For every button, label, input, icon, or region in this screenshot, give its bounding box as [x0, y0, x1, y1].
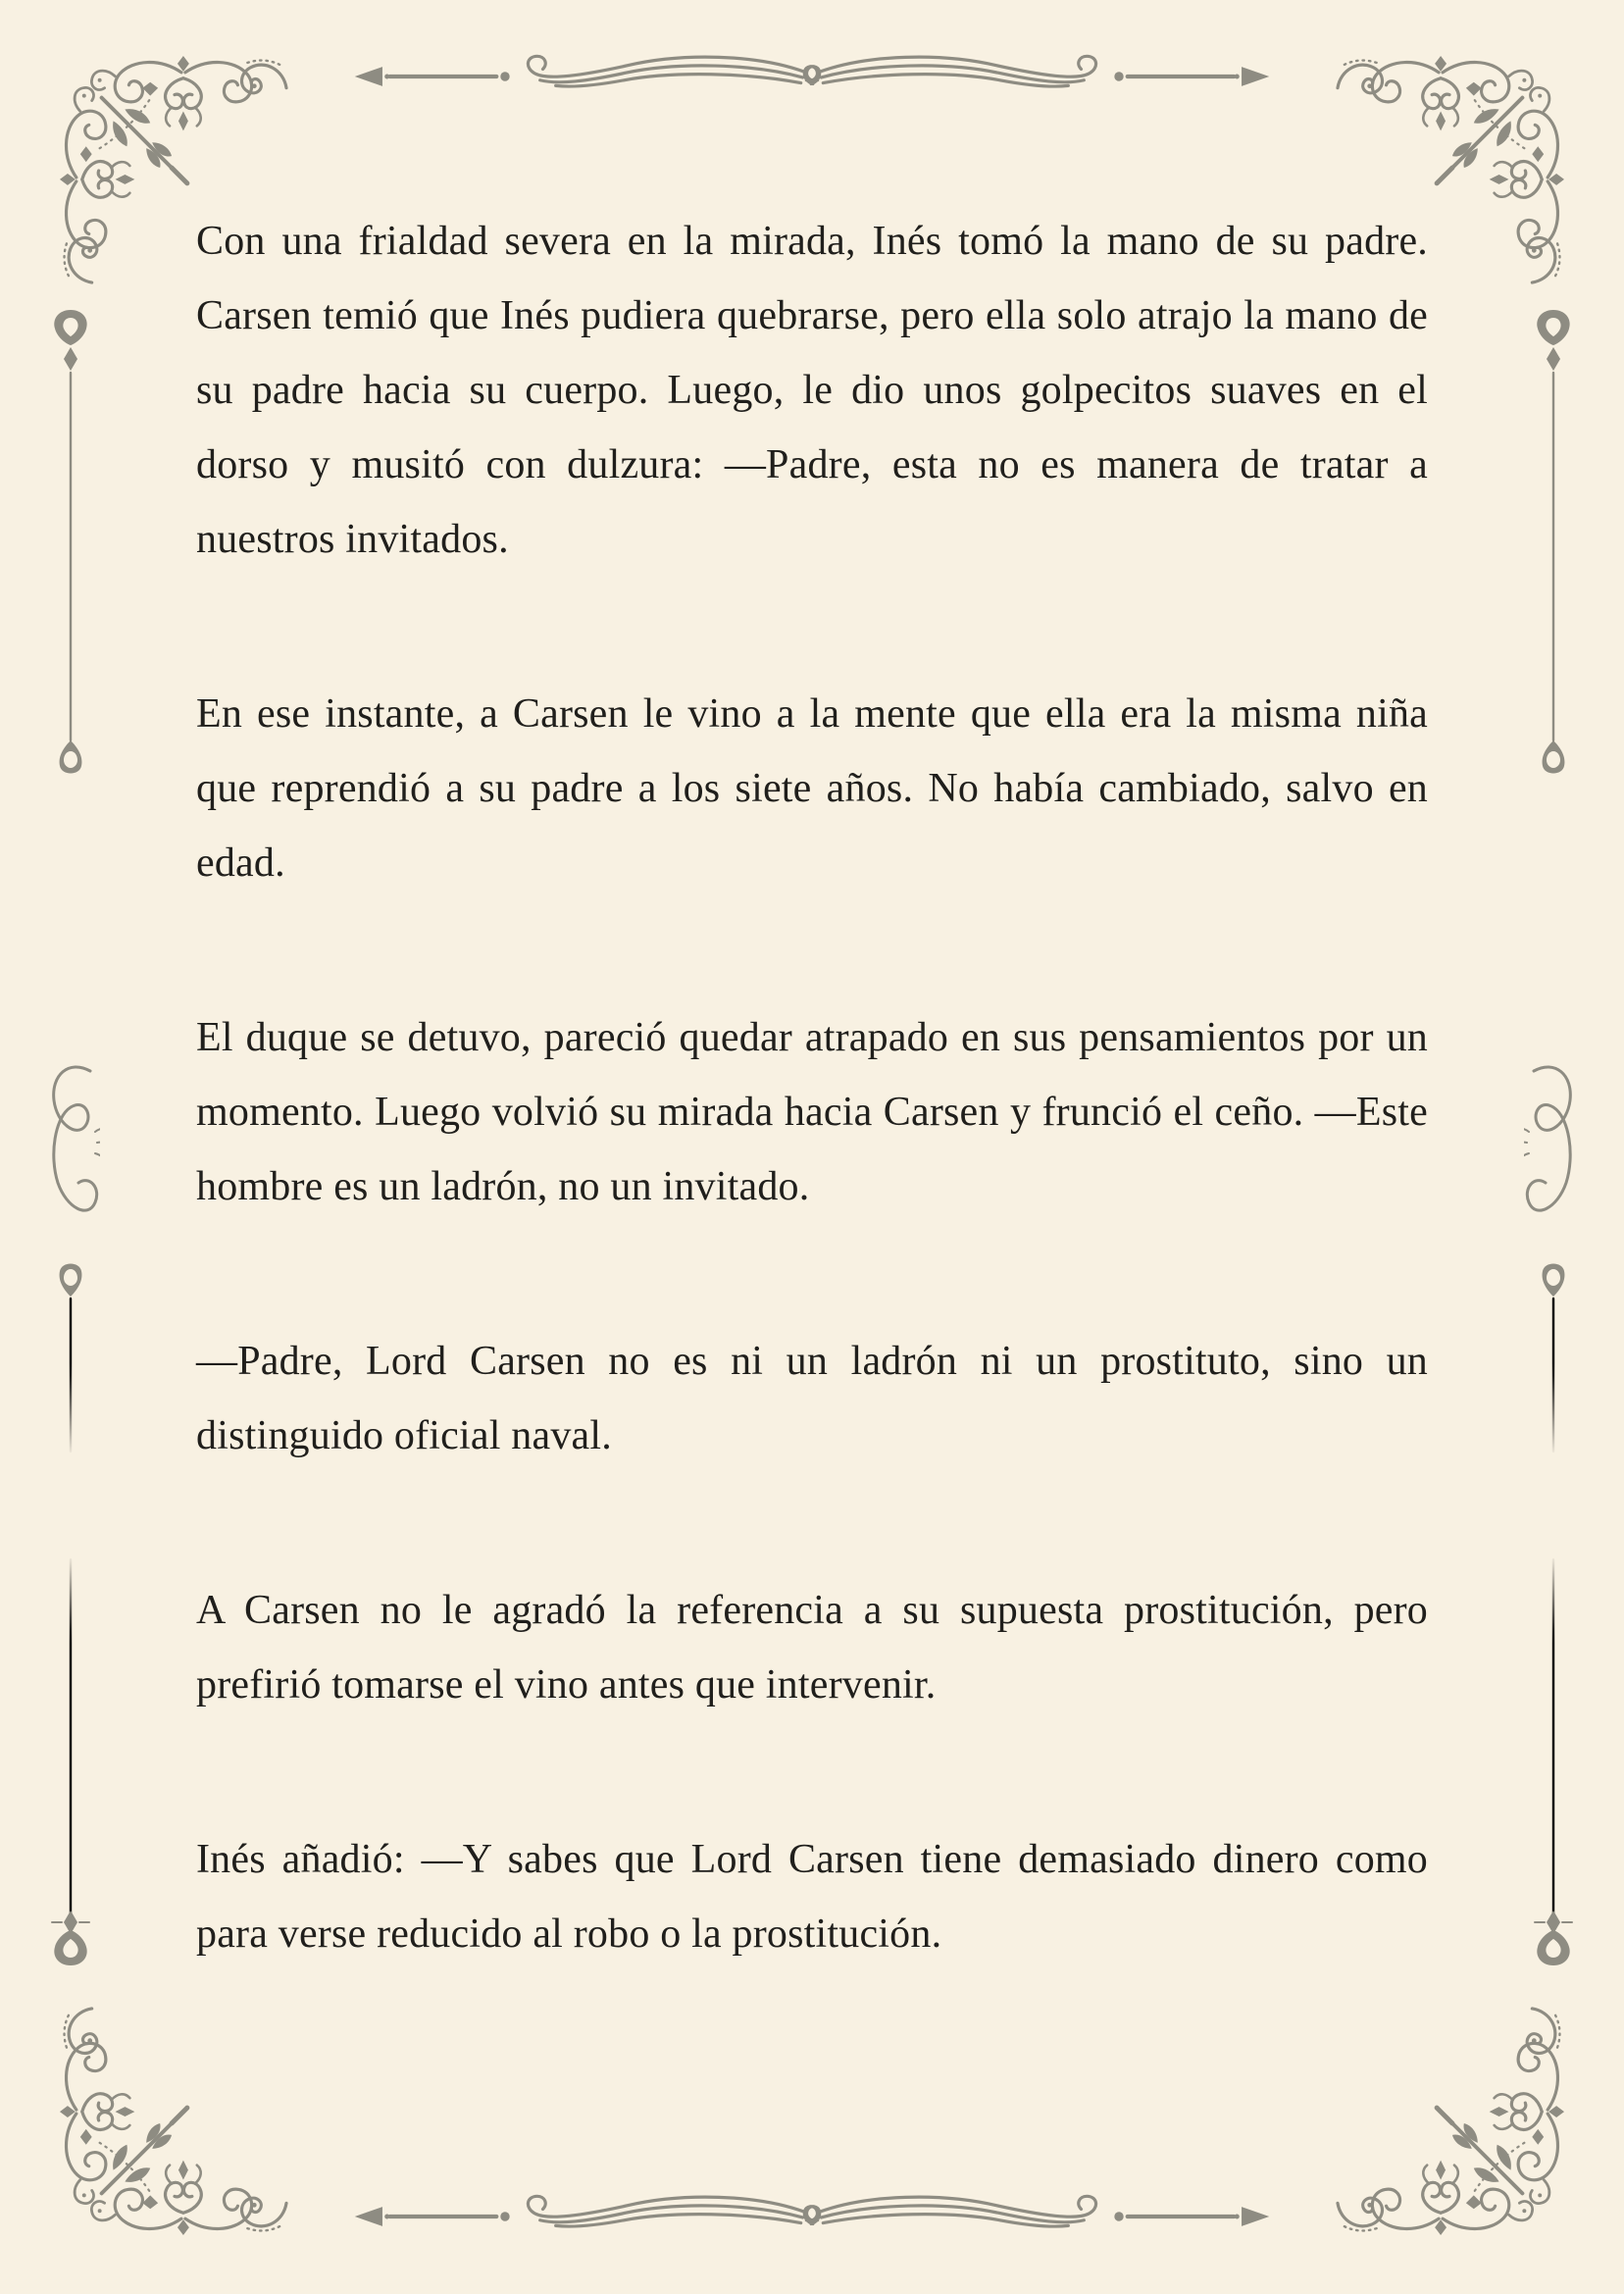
corner-flourish-bottom-left-icon [57, 2005, 290, 2238]
corner-flourish-bottom-right-icon [1334, 2005, 1567, 2238]
paragraph: Inés añadió: —Y sabes que Lord Carsen tiene demasiado dinero como para verse reducido al robo o la prostitución. [196, 1837, 1428, 1957]
side-rail-left-icon [41, 294, 100, 1981]
side-rail-right-icon [1524, 294, 1583, 1981]
text-block [196, 204, 1428, 1971]
divider-flourish-bottom-icon [351, 2183, 1273, 2250]
paragraph: Con una frialdad severa en la mirada, Inés tomó la mano de su padre. Carsen temió que Inés pudiera quebrarse, pero ella solo atrajo la mano de su padre hacia su cuerpo. Luego, le dio unos golpecitos suaves en el dorso y musitó con dulzura: —Padre, esta no es manera de tratar a nuestros invitados. [196, 219, 1428, 562]
divider-flourish-top-icon [351, 43, 1273, 110]
paragraph: A Carsen no le agradó la referencia a su supuesta prostitución, pero prefirió tomarse el vino antes que intervenir. [196, 1588, 1428, 1708]
paragraph: En ese instante, a Carsen le vino a la mente que ella era la misma niña que reprendió a su padre a los siete años. No había cambiado, salvo en edad. [196, 691, 1428, 886]
paragraph: —Padre, Lord Carsen no es ni un ladrón ni un prostituto, sino un distinguido oficial naval. [196, 1339, 1428, 1458]
paragraph: El duque se detuvo, pareció quedar atrapado en sus pensamientos por un momento. Luego volvió su mirada hacia Carsen y frunció el ceño. —Este hombre es un ladrón, no un invitado. [196, 1015, 1428, 1209]
